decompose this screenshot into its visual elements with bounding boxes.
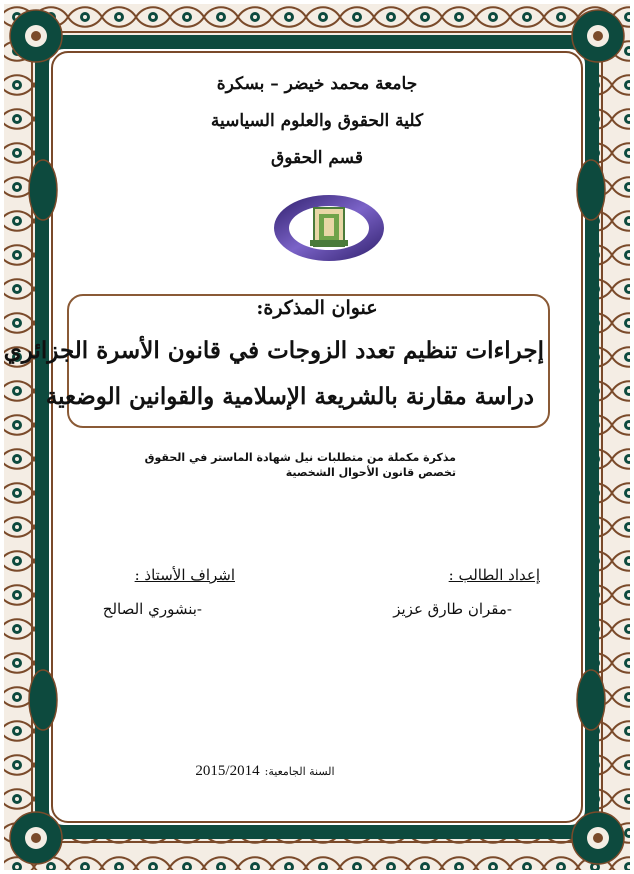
- degree-requirement-note: مذكرة مكملة من متطلبات نيل شهادة الماستر في الحقوق: [144, 451, 456, 464]
- thesis-title-line-2: دراسة مقارنة بالشريعة الإسلامية والقوانين الوضعية: [45, 383, 534, 410]
- academic-year-value: 2015/2014: [195, 763, 260, 779]
- academic-year: [150, 760, 380, 780]
- department-name: قسم الحقوق: [271, 148, 363, 168]
- thesis-title-line-1: إجراءات تنظيم تعدد الزوجات في قانون الأسرة الجزائري: [3, 337, 544, 364]
- university-emblem-icon: [272, 190, 386, 266]
- academic-year-label: السنة الجامعية:: [264, 765, 335, 778]
- supervisor-label: اشراف الأستاذ :: [134, 566, 235, 584]
- university-name: جامعة محمد خيضر – بسكرة: [216, 74, 418, 94]
- specialization-note: تخصص قانون الأحوال الشخصية: [285, 466, 456, 479]
- supervisor-name: -بنشوري الصالح: [102, 600, 202, 618]
- thesis-title-label: عنوان المذكرة:: [256, 297, 378, 319]
- prepared-by-label: إعداد الطالب :: [448, 566, 540, 584]
- faculty-name: كلية الحقوق والعلوم السياسية: [210, 111, 424, 131]
- student-name: -مقران طارق عزيز: [393, 600, 512, 618]
